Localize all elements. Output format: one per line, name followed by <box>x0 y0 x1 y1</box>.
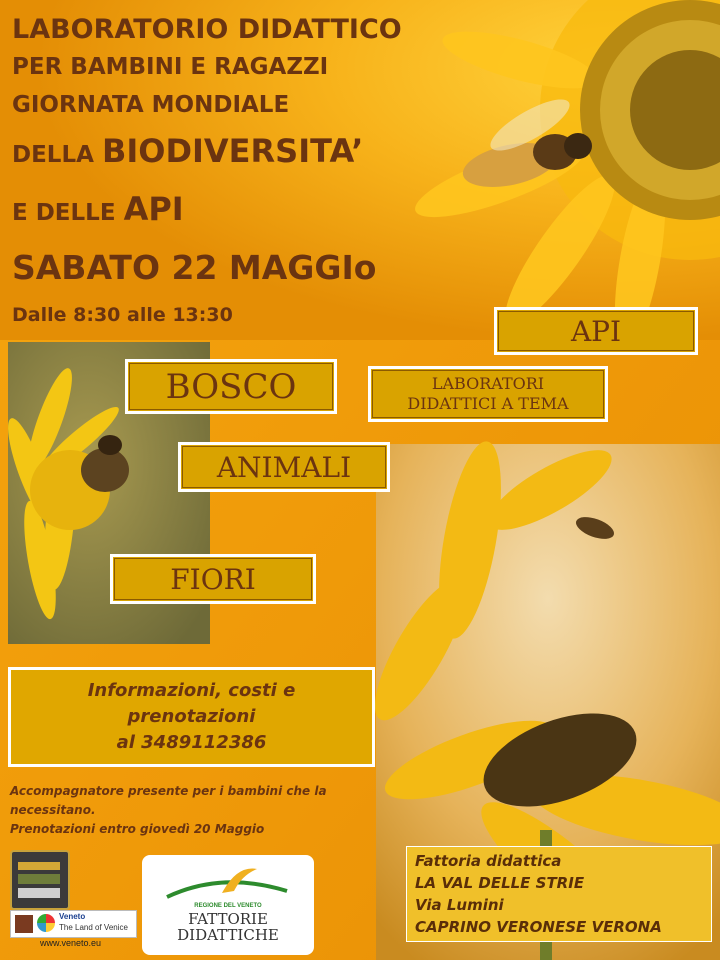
title-api: API <box>123 190 184 228</box>
info-line-1: Informazioni, costi e <box>87 680 296 701</box>
fattorie-didattiche-logo <box>142 855 314 955</box>
fattorie-swoosh-icon <box>162 861 292 901</box>
info-line-2: prenotazioni <box>127 706 256 727</box>
topic-bosco-label: BOSCO <box>165 366 297 407</box>
notes-block <box>10 782 327 839</box>
topic-animali-label: ANIMALI <box>216 450 352 484</box>
veneto-logo <box>10 850 135 950</box>
title-line-2: PER BAMBINI E RAGAZZI <box>12 54 329 80</box>
notes-line-2: necessitano. <box>10 803 96 817</box>
veneto-name: Veneto <box>59 912 86 921</box>
info-box <box>8 667 375 767</box>
fattorie-line-1: FATTORIE <box>188 910 268 928</box>
topic-api-box <box>494 307 698 355</box>
title-biodiversita: BIODIVERSITA’ <box>101 132 364 170</box>
notes-line-1: Accompagnatore presente per i bambini che la <box>10 784 327 798</box>
topic-api-label: API <box>570 314 622 348</box>
title-line-5-small: E DELLE <box>12 200 124 226</box>
farm-type: Fattoria didattica <box>415 852 562 870</box>
farm-address-box <box>406 846 712 942</box>
topic-animali-box <box>178 442 390 492</box>
veneto-photo-icon <box>15 915 33 933</box>
topic-fiori-box <box>110 554 316 604</box>
topic-bosco-box <box>125 359 337 414</box>
veneto-badge <box>10 910 137 938</box>
veneto-star-icon <box>37 914 55 932</box>
notes-line-3: Prenotazioni entro giovedì 20 Maggio <box>10 822 265 836</box>
farm-name: LA VAL DELLE STRIE <box>415 874 585 892</box>
title-line-4-small: DELLA <box>12 142 102 168</box>
info-phone: al 3489112386 <box>116 732 267 753</box>
topic-lab-label: LABORATORI DIDATTICI A TEMA <box>407 374 569 413</box>
topic-lab-box <box>368 366 608 422</box>
title-line-3: GIORNATA MONDIALE <box>12 92 290 118</box>
farm-town: CAPRINO VERONESE VERONA <box>415 918 662 936</box>
title-line-4 <box>12 132 363 170</box>
title-line-1: LABORATORIO DIDATTICO <box>12 14 402 45</box>
topic-fiori-label: FIORI <box>170 562 256 596</box>
veneto-url: www.veneto.eu <box>40 938 102 948</box>
veneto-emblem-icon <box>10 850 70 910</box>
farm-street: Via Lumini <box>415 896 504 914</box>
fattorie-region: REGIONE DEL VENETO <box>194 903 262 909</box>
event-date: SABATO 22 MAGGIo <box>12 248 377 287</box>
fattorie-line-2: DIDATTICHE <box>177 926 279 944</box>
veneto-tagline: The Land of Venice <box>59 923 128 932</box>
title-line-5 <box>12 190 184 228</box>
event-hours: Dalle 8:30 alle 13:30 <box>12 304 233 326</box>
